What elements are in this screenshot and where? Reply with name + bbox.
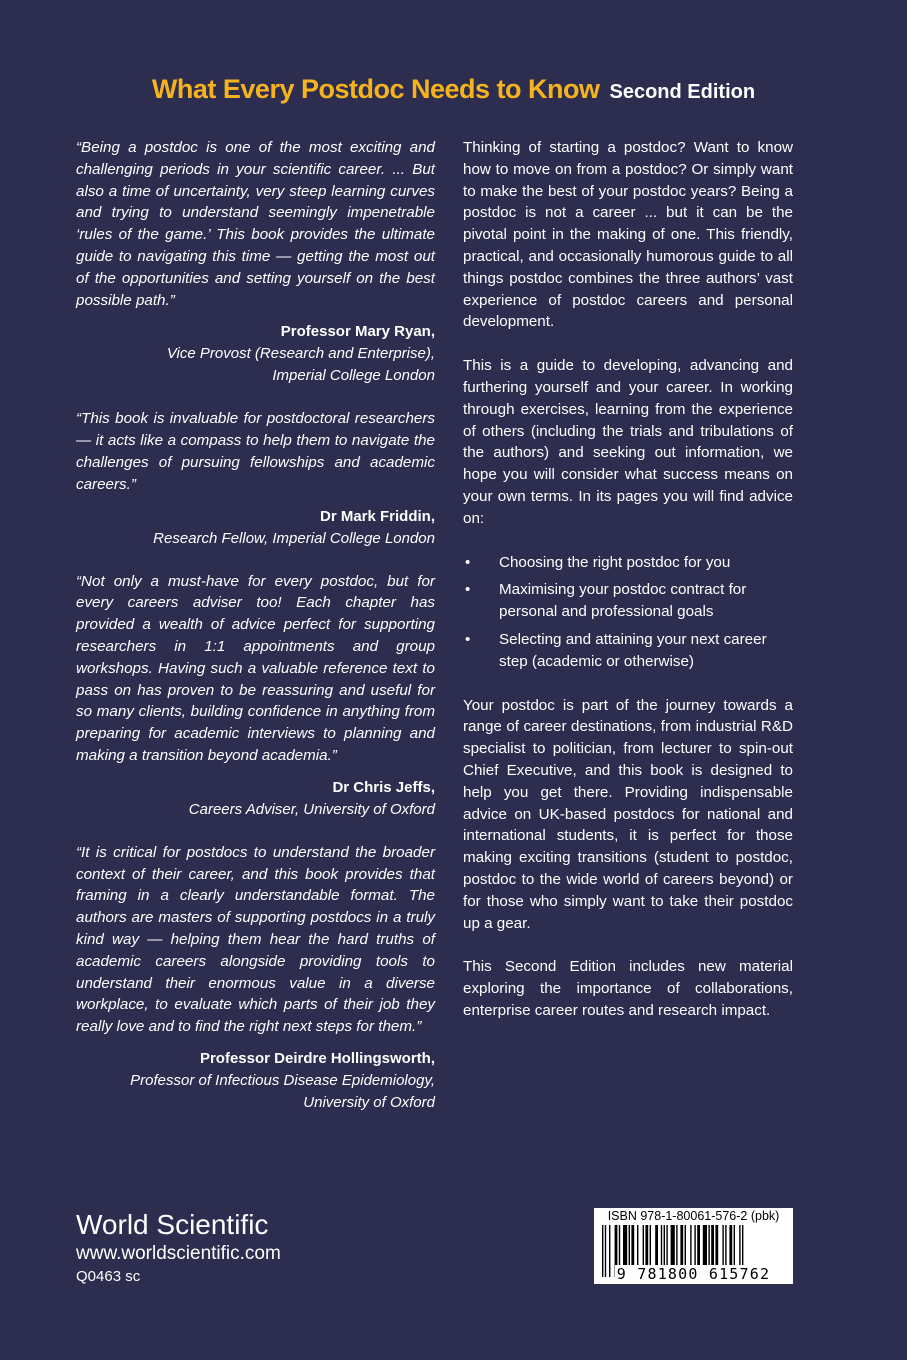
- description-paragraph: This is a guide to developing, advancing and furthering yourself and your career. In working through exercises, learning from the experience of others (including the trials and tribulations of the authors) and seeking out information, we hope you will consider what success means on your own terms. In its pages you will find advice on:: [463, 357, 793, 527]
- advice-list: [463, 552, 793, 673]
- testimonial-role: Vice Provost (Research and Enterprise),: [166, 345, 435, 363]
- list-item: [463, 579, 793, 623]
- list-item: [463, 629, 793, 673]
- description-paragraph: Your postdoc is part of the journey towards a range of career destinations, from industrial R&D specialist to politician, from lecturer to spin-out Chief Executive, and this book is designed to help you get there. Providing indispensable advice on UK-based postdocs for national and international students, it is perfect for those making exciting transitions (student to postdoc, postdoc to the wide world of careers beyond) or for those who simply want to take their postdoc up a gear.: [463, 696, 793, 932]
- testimonial-affiliation: University of Oxford: [303, 1093, 435, 1111]
- testimonial-attribution: [76, 321, 435, 387]
- barcode-digits: 9 781800 615762: [616, 1265, 771, 1283]
- barcode-digits-row: [594, 1265, 793, 1283]
- testimonial-attribution: [76, 506, 435, 550]
- publisher-url: www.worldscientific.com: [76, 1243, 281, 1264]
- testimonial-author: Dr Chris Jeffs,: [332, 778, 435, 796]
- bullet-icon: •: [465, 553, 471, 571]
- list-item-text: Choosing the right postdoc for you: [499, 553, 731, 571]
- testimonial-author: Professor Deirdre Hollingsworth,: [199, 1049, 435, 1067]
- testimonial: [76, 408, 435, 549]
- list-item-text: Selecting and attaining your next career step (academic or otherwise): [499, 630, 767, 670]
- testimonial: [76, 571, 435, 821]
- testimonial-role: Careers Adviser, University of Oxford: [188, 800, 435, 818]
- testimonial-attribution: [76, 777, 435, 821]
- description-paragraph: Thinking of starting a postdoc? Want to know how to move on from a postdoc? Or simply want to make the best of your postdoc years? Being a postdoc is not a career ... but it can be the pivotal point in the making of one. This friendly, practical, and occasionally humorous guide to all things postdoc combines the three authors’ vast experience of postdoc careers and personal development.: [463, 139, 793, 331]
- testimonial: [76, 137, 435, 387]
- testimonial-quote: “This book is invaluable for postdoctoral researchers — it acts like a compass to help them to navigate the challenges of pursuing fellowships and academic careers.”: [76, 410, 435, 493]
- testimonial-author: Professor Mary Ryan,: [280, 323, 435, 341]
- testimonial-quote: “Being a postdoc is one of the most exciting and challenging periods in your scientific career. ... But also a time of uncertainty, very steep learning curves and trying to understand seemingly impenetrable ‘rules of the game.’ This book provides the ultimate guide to navigating this time — getting the most out of the opportunities and setting yourself on the best possible path.”: [76, 139, 435, 309]
- isbn-label: ISBN 978-1-80061-576-2 (pbk): [607, 1209, 780, 1223]
- isbn-barcode: [594, 1208, 793, 1284]
- product-code: Q0463 sc: [76, 1268, 141, 1285]
- description-column: [463, 137, 793, 1044]
- testimonial-role: Professor of Infectious Disease Epidemiology,: [130, 1071, 435, 1089]
- list-item-text: Maximising your postdoc contract for personal and professional goals: [499, 581, 747, 621]
- list-item: [463, 552, 793, 574]
- testimonial-quote: “It is critical for postdocs to understand the broader context of their career, and this book provides that framing in a clearly understandable format. The authors are masters of supporting postdocs in a truly kind way — helping them hear the hard truths of academic careers alongside providing tools to understand their enormous value in a diverse workplace, to evaluate which parts of their job they really love and to find the right next steps for them.”: [76, 843, 435, 1036]
- testimonial-role: Research Fellow, Imperial College London: [153, 529, 435, 547]
- book-title: What Every Postdoc Needs to Know: [151, 74, 600, 104]
- testimonial: [76, 842, 435, 1114]
- publisher-block: [76, 1208, 281, 1288]
- bullet-icon: •: [465, 630, 471, 648]
- testimonial-author: Dr Mark Friddin,: [319, 507, 435, 525]
- cover-header: [0, 74, 907, 105]
- testimonial-affiliation: Imperial College London: [272, 367, 435, 385]
- publisher-name: World Scientific: [76, 1209, 269, 1240]
- description-paragraph: This Second Edition includes new material exploring the importance of collaborations, enterprise career routes and research impact.: [463, 958, 793, 1019]
- testimonial-quote: “Not only a must-have for every postdoc, but for every careers adviser too! Each chapter has provided a wealth of advice perfect for supporting researchers in 1:1 appointments and group workshops. Having such a valuable reference text to pass on has proven to be reassuring and useful for so many clients, building confidence in anything from preparing for academic interviews to planning and making a transition beyond academia.”: [76, 572, 435, 764]
- bullet-icon: •: [465, 581, 471, 599]
- edition-label: Second Edition: [609, 81, 756, 103]
- testimonials-column: [76, 137, 435, 1135]
- testimonial-attribution: [76, 1048, 435, 1114]
